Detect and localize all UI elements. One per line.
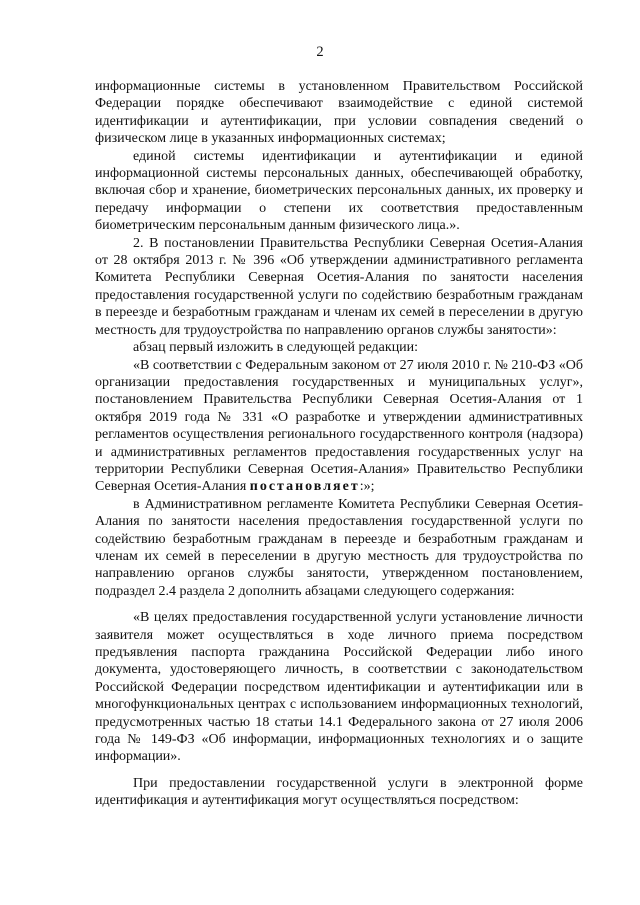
document-body	[95, 78, 583, 810]
paragraph-1: информационные системы в установленном Правительством Российской Федерации порядке обеспечивают взаимодействие с единой системой идентификации и аутентификации, при условии совпадения сведений о физическом лице в указанных информационных системах;	[95, 79, 583, 147]
paragraph-5	[95, 357, 583, 496]
paragraph-7: «В целях предоставления государственной услуги установление личности заявителя может осуществляться в ходе личного приема посредством предъявления паспорта гражданина Российской Федерации либо иного документа, удостоверяющего личность, в соответствии с законодательством Российской Федерации посредством идентификации и аутентификации или в многофункциональных центрах с использованием информационных технологий, предусмотренных частью 18 статьи 14.1 Федерального закона от 27 июля 2006 года № 149-ФЗ «Об информации, информационных технологиях и о защите информации».	[95, 610, 583, 765]
paragraph-4: абзац первый изложить в следующей редакции:	[133, 340, 419, 356]
paragraph-8: При предоставлении государственной услуги в электронной форме идентификация и аутентификация могут осуществляться посредством:	[95, 775, 583, 809]
paragraph-5-end: :»;	[359, 479, 375, 495]
paragraph-3: 2. В постановлении Правительства Республики Северная Осетия-Алания от 28 октября 2013 г. № 396 «Об утверждении административного регламента Комитета Республики Северная Осетия-Алания по занятости населения предоставления государственной услуги по содействию безработным гражданам в переезде и безработным гражданам и членам их семей в переселении в другую местность для трудоустройства по направлению органов службы занятости»:	[95, 235, 583, 338]
paragraph-5-text: «В соответствии с Федеральным законом от 27 июля 2010 г. № 210-ФЗ «Об организации предоставления государственных и муниципальных услуг», постановлением Правительства Республики Северная Осетия-Алания от 1 октября 2019 года № 331 «О разработке и утверждении административных регламентов осуществления регионального государственного контроля (надзора) и административных регламентов предоставления государственных услуг на территории Республики Северная Осетия-Алания» Правительство Республики Северная Осетия-Алания	[95, 357, 583, 495]
page-number: 2	[316, 44, 324, 60]
postanovlyaet-word: постановляет	[249, 479, 360, 495]
paragraph-2: единой системы идентификации и аутентификации и единой информационной системы персональных данных, обеспечивающей обработку, включая сбор и хранение, биометрических персональных данных, их проверку и передачу информации о степени их соответствия предоставленным биометрическим персональным данным физического лица.».	[95, 148, 583, 234]
paragraph-6: в Административном регламенте Комитета Республики Северная Осетия-Алания по занятости населения предоставления государственной услуги по содействию безработным гражданам в переезде и безработным гражданам и членам их семей в переселении в другую местность для трудоустройства по направлению органов службы занятости, утвержденном постановлением, подраздел 2.4 раздела 2 дополнить абзацами следующего содержания:	[95, 496, 583, 599]
